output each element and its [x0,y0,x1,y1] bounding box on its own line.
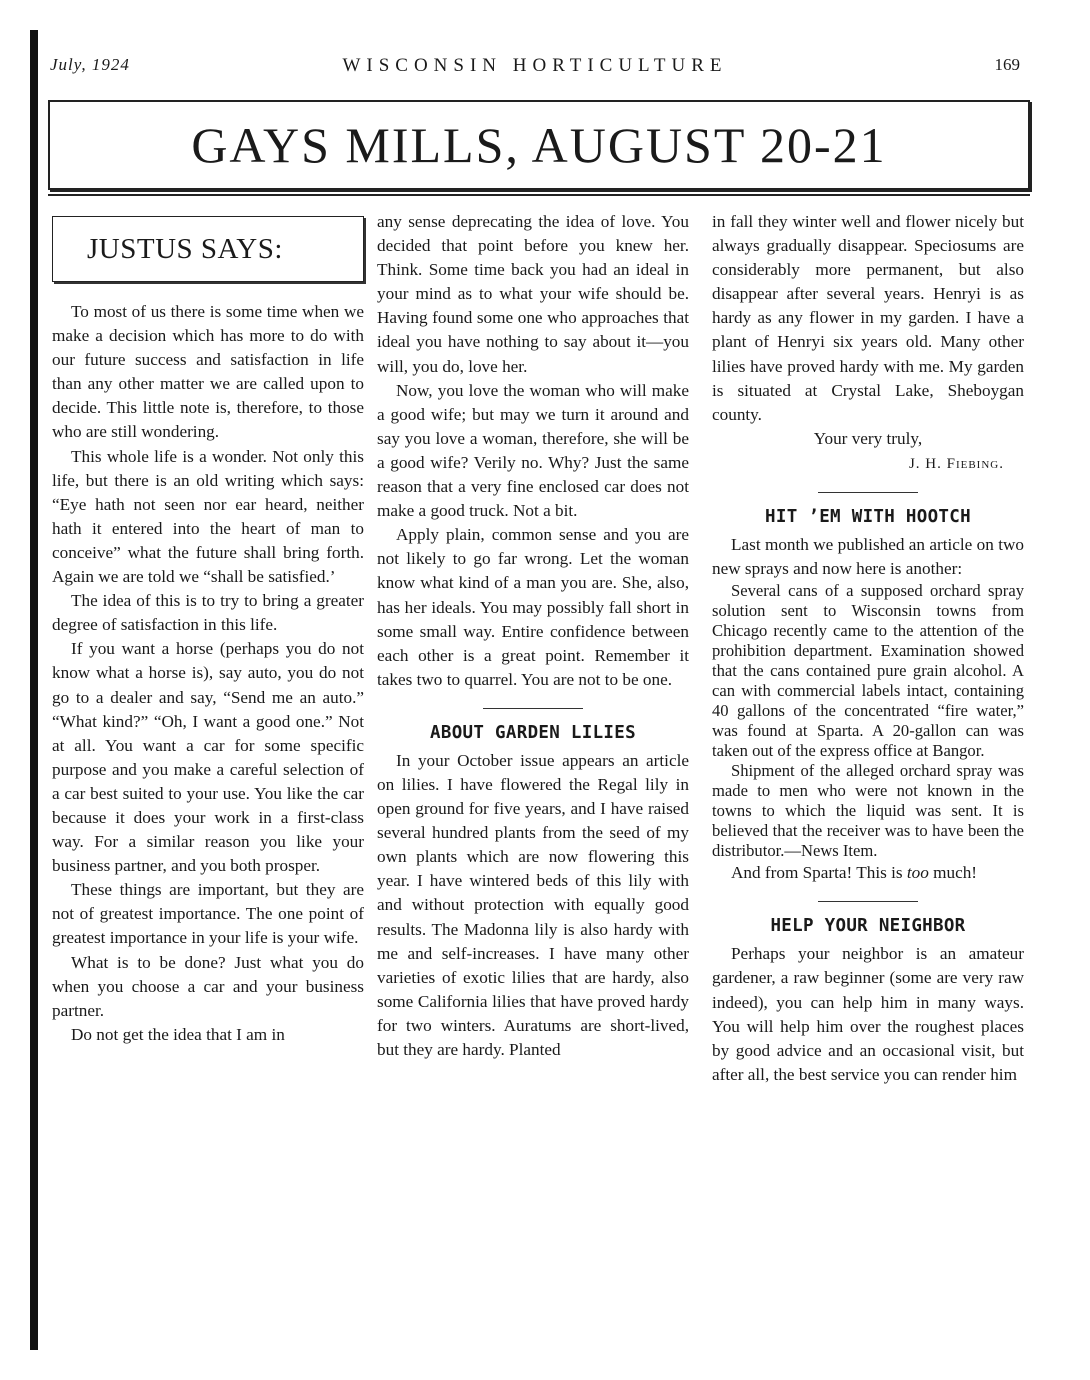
lilies-paragraph: In your October issue appears an article on lilies. I have flowered the Regal lily in open ground for five years, and I have raised several hundred plants from the seed of my own plants which are now flowering this year. I have wintered beds of this lily with and without protection with equally good results. The Madonna lily is also hardy with me and self-increases. I have many other varieties of exotic lilies that are hardy, also some California lilies that have proved hardy for two winters. Auratums are short-lived, but they are hardy. Planted [377,750,689,1059]
journal-title: WISCONSIN HORTICULTURE [342,55,728,76]
event-banner [48,100,1030,190]
hootch-intro: Last month we published an article on two new sprays and now here is another: [712,535,1024,579]
neighbor-paragraph: Perhaps your neighbor is an amateur gardener, a raw beginner (some are very raw indeed), you can help him in many ways. You will help him over the roughest places by good advice and an occasional visit, but after all, the best service you can render him [712,944,1024,1084]
news-paragraph: Shipment of the alleged orchard spray was made to men who were not known in the towns to which the liquid was sent. It is believed that the receiver was to have been the distributor.—News Item. [712,761,1024,861]
neighbor-heading: HELP YOUR NEIGHBOR [770,916,966,937]
issue-date: July, 1924 [50,55,130,74]
hootch-heading: HIT ’EM WITH HOOTCH [765,507,971,528]
section-divider [483,708,583,709]
justus-paragraph: These things are important, but they are not of greatest importance. The one point of greatest importance in your life is your wife. [52,880,364,948]
section-divider [818,492,918,493]
justus-heading-box [52,216,364,282]
news-item [712,581,1024,861]
column-1 [52,210,364,1047]
justus-paragraph: If you want a horse (perhaps you do not know what a horse is), say auto, you do not go to a dealer and say, “Send me an auto.” “What kind?” “Oh, I want a good one.” Not at all. You want a car for some specific purpose and you make a careful selection of a car best suited to your use. You like the car because it does your work in a first-class way. For a similar reason you like your business partner, and you both prosper. [52,639,364,876]
comment-emphasis: too [906,863,929,883]
running-head [50,55,1020,79]
justus-paragraph: To most of us there is some time when we make a decision which has more to do with our future success and satisfaction in life than any other matter we are called upon to decide. This little note is, therefore, to those who are still wondering. [52,302,364,442]
hootch-comment [712,861,1024,885]
news-paragraph: Several cans of a supposed orchard spray solution sent to Wisconsin towns from Chicago recently came to the attention of the prohibition department. Examination showed that the cans contained pure grain alcohol. A can with commercial labels intact, containing 40 gallons of the concentrated “fire water,” was found at Sparta. A 20-gallon can was taken out of the express office at Bangor. [712,581,1024,761]
banner-title: GAYS MILLS, AUGUST 20-21 [191,117,887,173]
column-3 [712,210,1024,1087]
lilies-heading: ABOUT GARDEN LILIES [430,722,636,743]
justus-paragraph: Apply plain, common sense and you are not likely to go far wrong. Let the woman know what kind of a man you are. She, also, has her ideals. You may possibly fall short in some small way. Entire confidence between each other is a great point. Remember it takes two to quarrel. You are not to be one. [377,525,689,689]
justus-paragraph: What is to be done? Just what you do when you choose a car and your business partner. [52,952,364,1020]
justus-heading: JUSTUS SAYS: [87,232,283,265]
justus-continued: any sense deprecating the idea of love. You decided that point before you knew her. Think. Some time back you had an ideal in your mind as to what your wife should be. Having found some one who approaches that ideal you have nothing to say about it—you will, you do, love her. [377,212,689,376]
comment-end: much! [928,863,978,883]
justus-paragraph: This whole life is a wonder. Not only this life, but there is an old writing which says: “Eye hath not seen nor ear heard, neither hath it entered into the heart of man to conceive” what the future shall bring forth. Again we are told we “shall be satisfied.’ [52,446,364,587]
justus-paragraph: The idea of this is to try to bring a greater degree of satisfaction in this life. [52,591,364,635]
lilies-continued: in fall they winter well and flower nicely but always gradually disappear. Speciosums are considerably more permanent, but also disappear after several years. Henryi is as hardy as any flower in my garden. I have a plant of Henryi six years old. Many other lilies have proved hardy with me. My garden is situated at Crystal Lake, Sheboygan county. [712,212,1024,424]
justus-paragraph: Now, you love the woman who will make a good wife; but may we turn it around and say you love a woman, therefore, she will be a good wife? Verily no. Why? Just the same reason that a very fine enclosed car does not make a good truck. Not a bit. [377,380,689,521]
letter-closing: Your very truly, [813,428,923,448]
column-2 [377,210,689,1062]
justus-paragraph: Do not get the idea that I am in [71,1024,285,1044]
section-divider [818,901,918,902]
page-binding-edge [30,30,38,1350]
page-number: 169 [994,55,1020,74]
letter-signature [712,451,1024,476]
comment-text: And from Sparta! This is [731,863,907,883]
banner-rule [48,194,1030,196]
signature-name: J. H. Fiebing. [908,455,1004,472]
